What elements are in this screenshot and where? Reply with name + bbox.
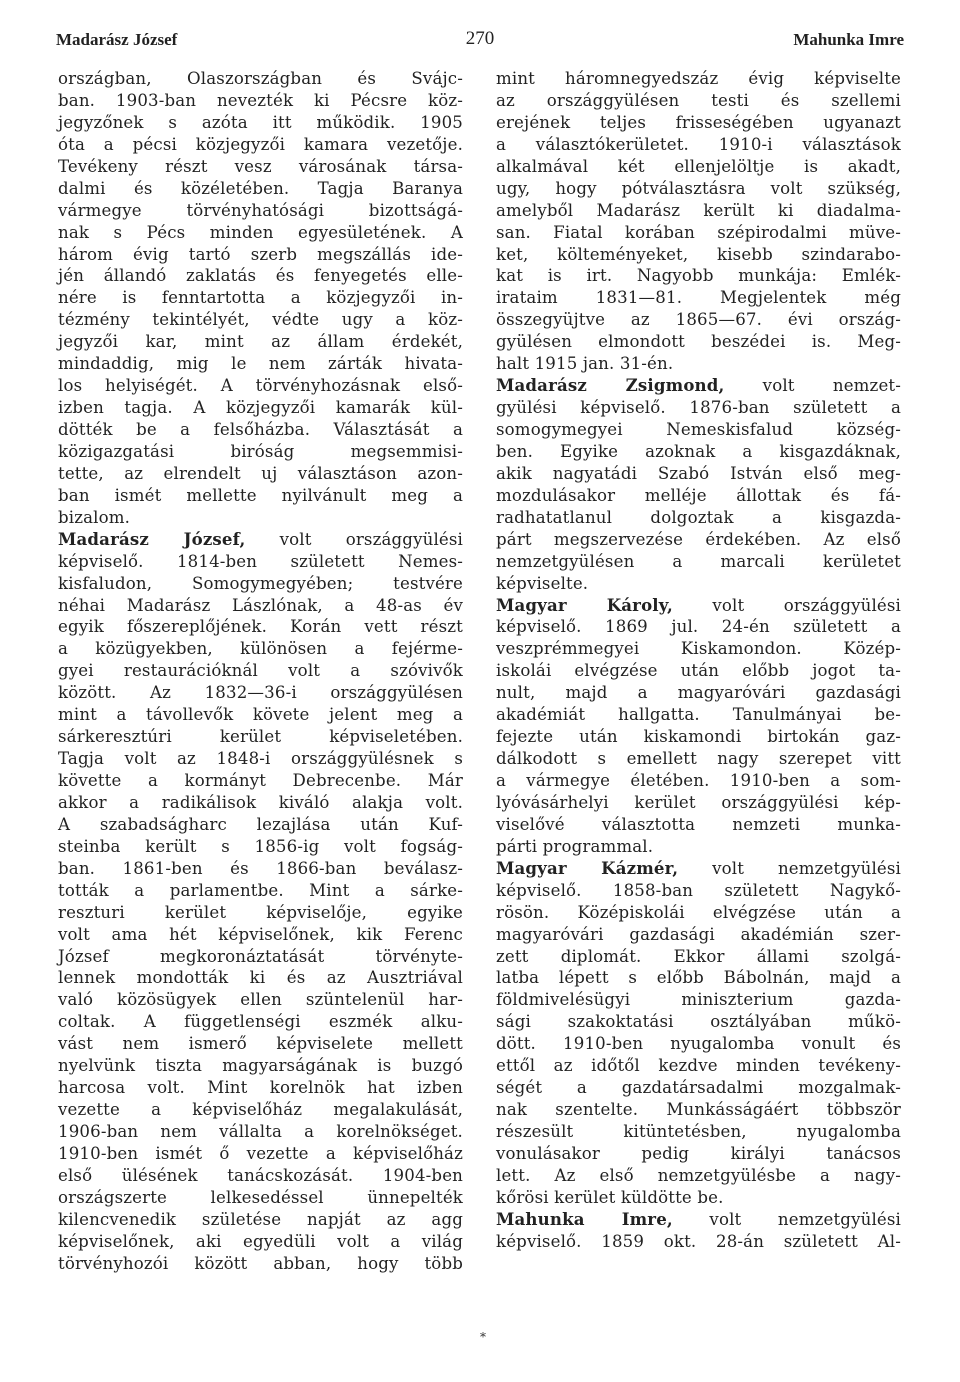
line-text: nult, majd a magyaróvári gazdasági (496, 683, 901, 703)
line-text: 1910-ben ismét ő vezette a képviselőház (58, 1143, 463, 1163)
text-line (496, 331, 901, 353)
text-line (496, 156, 901, 178)
text-line (58, 946, 463, 968)
text-line (58, 244, 463, 266)
text-line (58, 463, 463, 485)
left-column (58, 68, 463, 1275)
line-text: los helyiségét. A törvényhozásnak első- (58, 376, 463, 396)
line-text: jegyzőnek s azóta itt működik. 1905 (58, 112, 463, 132)
line-text: a választókerületet. 1910-i választások (496, 134, 901, 154)
line-text: kat is irt. Nagyobb munkája: Emlék- (496, 266, 901, 286)
line-text: egyik főszereplőjének. Korán vett részt (58, 617, 463, 637)
text-line (58, 1143, 463, 1165)
line-text: viselővé választotta nemzeti munka- (496, 814, 901, 834)
line-text: kisfaludon, Somogymegyében; testvére (58, 573, 463, 593)
entry-heading-name: Mahunka Imre, (496, 1208, 673, 1229)
text-line (58, 770, 463, 792)
line-text: párt megszervezése érdekében. Az első (496, 529, 901, 549)
line-text: néhai Madarász Lászlónak, a 48-as év (58, 595, 463, 615)
text-line (496, 222, 901, 244)
text-line (58, 1231, 463, 1253)
line-text: volt nemzetgyülési (672, 1209, 901, 1229)
line-text: gyülési képviselő. 1876-ban született a (496, 398, 901, 418)
line-text: A szabadságharc lezajlása után Kuf- (58, 814, 463, 834)
line-text: tották a parlamentbe. Mint a sárke- (58, 880, 463, 900)
line-text: jén állandó zaklatás és fenyegetés elle- (58, 266, 463, 286)
line-text: akadémiát hallgatta. Tanulmányai be- (496, 705, 901, 725)
line-text: dálkodott s emellett nagy szerepet vitt (496, 749, 901, 769)
text-line (58, 1253, 463, 1275)
line-text: harcosa volt. Mint korelnök hat izben (58, 1078, 463, 1098)
line-text: erejének teljes frisseségében ugyanazt (496, 112, 901, 132)
line-text: akik nagyatádi Szabó István első meg- (496, 463, 901, 483)
entry-heading-name: Magyar Károly, (496, 594, 673, 615)
line-text: nére is fenntartotta a közjegyzői in- (58, 288, 463, 308)
text-line (496, 595, 901, 617)
text-line (58, 1011, 463, 1033)
text-line (496, 1231, 901, 1253)
line-text: kőrösi kerület küldötte be. (496, 1187, 724, 1207)
line-text: vást nem ismerő képviselete mellett (58, 1034, 463, 1054)
text-line (496, 924, 901, 946)
text-line (58, 331, 463, 353)
text-line (58, 178, 463, 200)
header-right-entry: Mahunka Imre (793, 30, 904, 49)
line-text: közigazgatási biróság megsemmisi- (58, 441, 463, 461)
text-line (58, 595, 463, 617)
line-text: nyelvünk tiszta magyarságának is buzgó (58, 1056, 463, 1076)
text-line (496, 682, 901, 704)
text-line (58, 353, 463, 375)
line-text: mint háromnegyedszáz évig képviselte (496, 69, 901, 88)
line-text: óta a pécsi közjegyzői kamara vezetője. (58, 134, 463, 154)
text-line (496, 1121, 901, 1143)
text-line (58, 814, 463, 836)
text-line (496, 244, 901, 266)
text-line (58, 112, 463, 134)
line-text: san. Fiatal korában szépirodalmi müve- (496, 222, 901, 242)
line-text: reszturi kerület képviselője, egyike (58, 902, 463, 922)
line-text: mint a távollevők követe jelent meg a (58, 705, 463, 725)
line-text: jegyzői kar, mint az állam érdekét, (58, 332, 463, 352)
text-line (496, 1077, 901, 1099)
text-line (496, 1011, 901, 1033)
text-line (496, 112, 901, 134)
line-text: kilencvenedik születése napját az agg (58, 1209, 463, 1229)
line-text: coltak. A függetlenségi eszmék alku- (58, 1012, 463, 1032)
line-text: somogymegyei Nemeskisfalud község- (496, 420, 901, 439)
line-text: steinba került s 1856-ig volt fogság- (58, 836, 463, 856)
line-text: vezette a képviselőház megalakulását, (58, 1100, 463, 1120)
text-line (496, 836, 901, 858)
running-header (56, 30, 904, 56)
text-line (496, 200, 901, 222)
line-text: képviselő. 1869 jul. 24-én született a (496, 617, 901, 637)
line-text: törvényhozói között abban, hogy több (58, 1253, 463, 1273)
text-line (496, 989, 901, 1011)
line-text: radhatatlanul dolgoztak a kisgazda- (496, 507, 901, 527)
entry-heading-name: Magyar Kázmér, (496, 857, 679, 878)
text-line (496, 792, 901, 814)
line-text: sárkeresztúri kerület képviseletében. (58, 727, 463, 747)
line-text: képviselte. (496, 573, 589, 593)
text-line (496, 441, 901, 463)
text-line (58, 967, 463, 989)
text-line (58, 924, 463, 946)
text-line (58, 989, 463, 1011)
line-text: mozdulásakor melléje állottak és fá- (496, 485, 901, 505)
text-line (58, 1033, 463, 1055)
text-line (496, 507, 901, 529)
text-line (58, 902, 463, 924)
text-line (58, 616, 463, 638)
text-line (58, 1187, 463, 1209)
line-text: első ülésének tanácskozását. 1904-ben (58, 1165, 463, 1185)
text-line (58, 375, 463, 397)
line-text: vármegye törvényhatósági bizottságá- (58, 200, 463, 220)
line-text: ettől az időtől kezdve minden tevékeny- (496, 1056, 901, 1076)
text-line (58, 507, 463, 529)
text-line (58, 134, 463, 156)
line-text: ban ismét mellette nyilvánult meg a (58, 485, 463, 505)
text-line (496, 660, 901, 682)
text-line (496, 551, 901, 573)
line-text: latba lépett s előbb Bábolnán, majd a (496, 968, 901, 988)
entry-heading-name: Madarász József, (58, 528, 246, 549)
line-text: izben tagja. A közjegyzői kamarák kül- (58, 398, 463, 418)
text-line (496, 178, 901, 200)
text-line (496, 287, 901, 309)
text-line (58, 200, 463, 222)
line-text: párti programmal. (496, 836, 654, 856)
text-line (58, 1165, 463, 1187)
line-text: az országgyülésen testi és szellemi (496, 90, 901, 110)
text-line (58, 1055, 463, 1077)
line-text: volt ama hét képviselőnek, kik Ferenc (58, 924, 463, 944)
text-line (496, 1055, 901, 1077)
text-line (58, 704, 463, 726)
line-text: mindaddig, mig le nem zárták hivata- (58, 354, 463, 374)
text-line (496, 946, 901, 968)
text-line (58, 1077, 463, 1099)
text-line (58, 156, 463, 178)
text-line (58, 748, 463, 770)
text-line (496, 858, 901, 880)
line-text: rösön. Középiskolái elvégzése után a (496, 902, 901, 922)
line-text: követte a kormányt Debrecenbe. Már (58, 771, 463, 790)
text-line (58, 726, 463, 748)
line-text: részesült kitüntetésben, nyugalomba (496, 1122, 901, 1141)
text-line (496, 90, 901, 112)
header-left-entry: Madarász József (56, 30, 178, 49)
text-line (496, 68, 901, 90)
line-text: országban, Olaszországban és Svájc- (58, 69, 463, 88)
text-line (58, 68, 463, 90)
text-line (496, 309, 901, 331)
line-text: dötték be a felsőházba. Választását a (58, 420, 463, 439)
text-line (496, 1033, 901, 1055)
line-text: ugy, hogy pótválasztásra volt szükség, (496, 178, 901, 198)
text-line (58, 880, 463, 902)
line-text: gyülésen elmondott beszédei is. Meg- (496, 332, 901, 352)
line-text: ségét a gazdatársadalmi mozgalmak- (496, 1078, 901, 1098)
text-line (496, 463, 901, 485)
text-line (58, 792, 463, 814)
line-text: dalmi és közéletében. Tagja Baranya (58, 178, 463, 198)
text-line (58, 1209, 463, 1231)
line-text: veszprémmegyei Kiskamondon. Közép- (496, 639, 901, 659)
line-text: akkor a radikálisok kiváló alakja volt. (58, 792, 463, 812)
text-line (496, 748, 901, 770)
text-line (58, 485, 463, 507)
text-line (58, 638, 463, 660)
line-text: bizalom. (58, 507, 131, 527)
line-text: Tagja volt az 1848-i országgyülésnek s (58, 749, 463, 769)
text-line (496, 265, 901, 287)
line-text: ban. 1903-ban nevezték ki Pécsre köz- (58, 90, 463, 110)
text-line (496, 726, 901, 748)
line-text: volt nemzetgyülési (678, 858, 901, 878)
text-line (58, 660, 463, 682)
line-text: között. Az 1832—36-i országgyülésen (58, 683, 463, 703)
line-text: iskolái elvégzése után előbb jogot ta- (496, 661, 901, 681)
text-line (496, 1099, 901, 1121)
text-line (496, 704, 901, 726)
text-line (496, 616, 901, 638)
text-line (496, 880, 901, 902)
line-text: lett. Az első nemzetgyülésbe a nagy- (496, 1165, 901, 1185)
line-text: zett diplomát. Ekkor állami szolgá- (496, 946, 901, 966)
text-line (496, 1165, 901, 1187)
line-text: képviselőnek, aki egyedüli volt a világ (58, 1231, 463, 1251)
line-text: halt 1915 jan. 31-én. (496, 354, 674, 374)
text-line (58, 90, 463, 112)
text-line (496, 353, 901, 375)
text-line (58, 682, 463, 704)
line-text: József megkoronáztatását törvényte- (58, 946, 463, 966)
text-line (58, 441, 463, 463)
text-line (496, 529, 901, 551)
line-text: képviselő. 1859 okt. 28-án született Al- (496, 1231, 901, 1251)
line-text: irataim 1831—81. Megjelentek még (496, 288, 901, 308)
line-text: országszerte lelkesedéssel ünnepelték (58, 1187, 463, 1207)
text-line (58, 1099, 463, 1121)
text-line (58, 836, 463, 858)
line-text: sági szakoktatási osztályában műkö- (496, 1012, 901, 1032)
text-line (496, 485, 901, 507)
text-line (58, 529, 463, 551)
line-text: dött. 1910-ben nyugalomba vonult és (496, 1034, 901, 1054)
line-text: tézmény tekintélyét, védte ugy a köz- (58, 310, 463, 330)
line-text: három évig tartó szerb megszállás ide- (58, 244, 463, 264)
text-line (496, 397, 901, 419)
text-line (58, 287, 463, 309)
line-text: való közösügyek ellen szüntelenül har- (58, 990, 463, 1010)
footer-mark: * (480, 1330, 486, 1344)
text-line (58, 573, 463, 595)
line-text: a vármegye életében. 1910-ben a som- (496, 771, 901, 790)
line-text: ket, költeményeket, kisebb szindarabo- (496, 244, 901, 264)
line-text: nemzetgyülésen a marcali kerületet (496, 551, 901, 571)
text-line (496, 814, 901, 836)
right-column (496, 68, 901, 1253)
text-line (58, 419, 463, 441)
entry-heading-name: Madarász Zsigmond, (496, 375, 725, 396)
line-text: nak s Pécs minden egyesületének. A (58, 222, 463, 242)
line-text: földmivelésügyi miniszterium gazda- (496, 990, 901, 1010)
line-text: 1906-ban nem vállalta a korelnökséget. (58, 1122, 463, 1141)
text-line (496, 375, 901, 397)
line-text: gyei restaurációknál volt a szóvivők (58, 661, 463, 681)
text-line (496, 967, 901, 989)
line-text: lennek mondották ki és az Ausztriával (58, 968, 463, 988)
text-line (496, 1209, 901, 1231)
text-line (496, 1143, 901, 1165)
text-line (58, 222, 463, 244)
text-line (58, 397, 463, 419)
line-text: Tevékeny részt vesz városának társa- (58, 156, 463, 176)
text-line (496, 902, 901, 924)
line-text: volt országgyülési (245, 529, 463, 549)
text-line (58, 1121, 463, 1143)
line-text: képviselő. 1814-ben született Nemes- (58, 551, 463, 571)
line-text: alkalmával két ellenjelöltje is akadt, (496, 156, 901, 176)
line-text: magyaróvári gazdasági akadémián szer- (496, 924, 901, 944)
line-text: volt nemzet- (724, 376, 901, 396)
text-line (58, 551, 463, 573)
text-line (496, 1187, 901, 1209)
text-line (496, 638, 901, 660)
text-line (58, 858, 463, 880)
line-text: volt országgyülési (672, 595, 902, 615)
line-text: amelyből Madarász került ki diadalma- (496, 200, 901, 220)
page-number: 270 (465, 28, 495, 49)
line-text: képviselő. 1858-ban született Nagykő- (496, 880, 901, 900)
line-text: ben. Egyike azoknak a kisgazdáknak, (496, 441, 901, 461)
text-line (58, 309, 463, 331)
line-text: ban. 1861-ben és 1866-ban beválasz- (58, 858, 463, 878)
line-text: tette, az elrendelt uj választáson azon- (58, 463, 463, 483)
line-text: lyóvásárhelyi kerület országgyülési kép- (496, 792, 901, 812)
text-line (496, 134, 901, 156)
text-line (496, 770, 901, 792)
text-line (496, 419, 901, 441)
line-text: nak szentelte. Munkásságáért többször (496, 1100, 901, 1120)
line-text: vonulásakor pedig királyi tanácsos (496, 1143, 901, 1163)
line-text: összegyüjtve az 1865—67. évi ország- (496, 310, 901, 330)
line-text: fejezte után kiskamondi birtokán gaz- (496, 727, 901, 747)
text-line (496, 573, 901, 595)
line-text: a közügyekben, különösen a fejérme- (58, 639, 463, 659)
text-line (58, 265, 463, 287)
